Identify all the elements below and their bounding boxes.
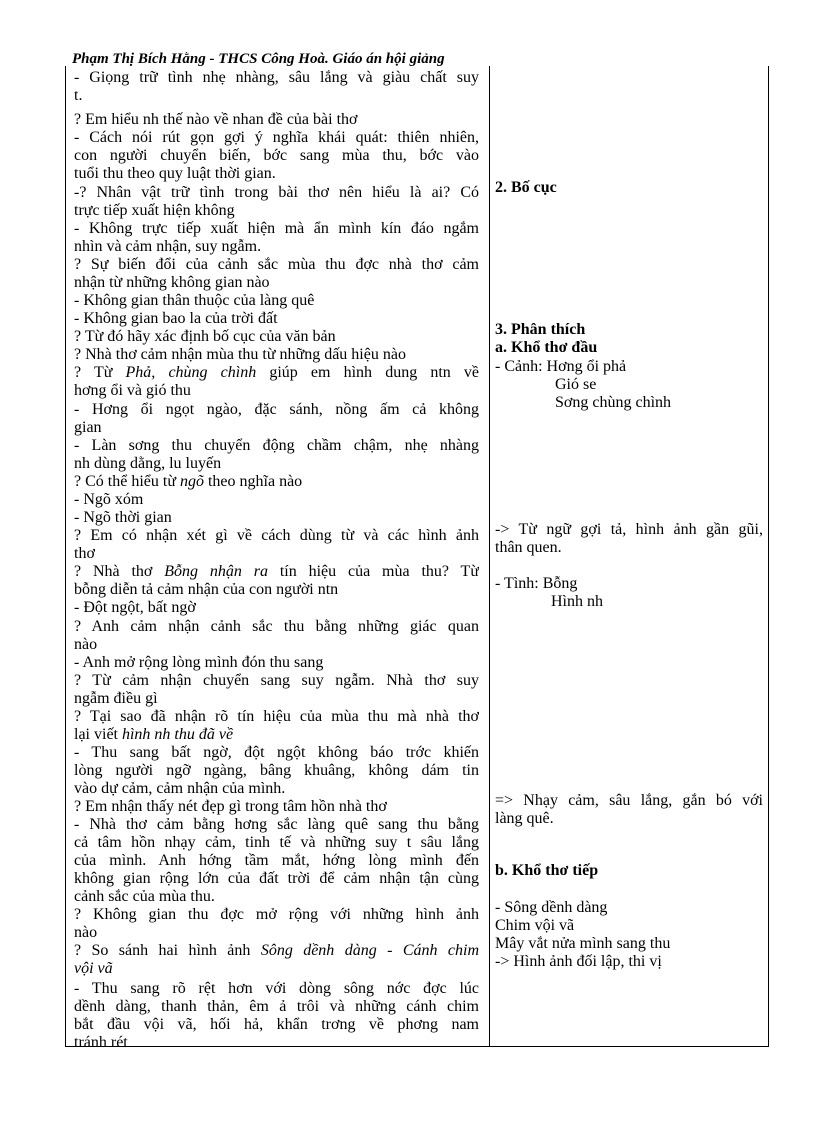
page-header: Phạm Thị Bích Hằng - THCS Công Hoà. Giáo án hội giảng: [72, 51, 445, 67]
activity-line: nào: [74, 636, 98, 653]
content-line: -> Hình ảnh đối lập, thi vị: [495, 953, 662, 970]
activity-line: dềnh dàng, thanh thản, êm ả trôi và những cánh chim: [74, 998, 479, 1015]
activity-line: ? Em hiểu nh thế nào về nhan đề của bài thơ: [74, 111, 358, 128]
activity-line: của mình. Anh hớng tầm mắt, hớng lòng mình đến: [74, 852, 479, 869]
content-line: Chim vội vã: [495, 917, 575, 934]
activity-line: vội vã: [74, 960, 113, 977]
activity-line: tuổi thu theo quy luật thời gian.: [74, 165, 276, 182]
activity-line: ? Nhà thơ cảm nhận mùa thu từ những dấu hiệu nào: [74, 346, 406, 363]
activity-line: cảnh sắc của mùa thu.: [74, 888, 215, 905]
activity-line: - Ngõ thời gian: [74, 509, 172, 526]
activity-line: không gian rộng lớn của đất trời để cảm nhận tận cùng: [74, 870, 479, 887]
content-line: Sơng chùng chình: [555, 394, 672, 411]
activity-line: tránh rét: [74, 1034, 128, 1051]
activity-line: vào dự cảm, cảm nhận của mình.: [74, 780, 286, 797]
activity-line: ? Em nhận thấy nét đẹp gì trong tâm hồn nhà thơ: [74, 798, 387, 815]
lesson-table: [65, 66, 769, 1051]
activity-line: ? Có thể hiểu từ ngõ theo nghĩa nào: [74, 473, 303, 490]
content-line: Hình nh: [551, 593, 603, 610]
activity-line: - Nhà thơ cảm bằng hơng sắc làng quê sang thu bằng: [74, 816, 479, 833]
activity-line: t.: [74, 87, 83, 104]
activity-line: ngẫm điều gì: [74, 690, 158, 707]
column-divider: [489, 66, 490, 1046]
activity-line: cả tâm hồn nhạy cảm, tinh tế và những suy t sâu lắng: [74, 834, 479, 851]
activity-line: ? Anh cảm nhận cảnh sắc thu bằng những giác quan: [74, 618, 479, 635]
content-line: -> Từ ngữ gợi tả, hình ảnh gần gũi,: [495, 521, 763, 538]
activity-line: ? Em có nhận xét gì về cách dùng từ và các hình ảnh: [74, 527, 479, 544]
activity-line: nào: [74, 924, 98, 941]
activity-line: ? So sánh hai hình ảnh Sông dềnh dàng - Cánh chim: [74, 942, 479, 959]
content-line: - Tình: Bỗng: [495, 575, 578, 592]
activity-line: - Thu sang bất ngờ, đột ngột không báo trớc khiến: [74, 744, 479, 761]
activity-line: - Ngõ xóm: [74, 491, 144, 508]
activity-line: thơ: [74, 545, 95, 562]
activity-line: - Anh mở rộng lòng mình đón thu sang: [74, 654, 324, 671]
activity-line: ? Từ đó hãy xác định bố cục của văn bản: [74, 328, 336, 345]
activity-line: lại viết hình nh thu đã về: [74, 726, 234, 743]
activity-line: lòng người ngỡ ngàng, bâng khuâng, không dám tin: [74, 762, 479, 779]
activity-line: ? Không gian thu đợc mở rộng với những hình ảnh: [74, 906, 479, 923]
activity-line: ? Sự biến đổi của cảnh sắc mùa thu đợc nhà thơ cảm: [74, 256, 479, 273]
activity-line: con người chuyển biến, bớc sang mùa thu, bớc vào: [74, 147, 479, 164]
activity-line: ? Tại sao đã nhận rõ tín hiệu của mùa thu mà nhà thơ: [74, 708, 479, 725]
activity-line: hơng ổi và gió thu: [74, 382, 191, 399]
content-line: thân quen.: [495, 539, 562, 556]
activity-line: gian: [74, 419, 102, 436]
activity-line: ? Từ cảm nhận chuyển sang suy ngẫm. Nhà thơ suy: [74, 672, 479, 689]
activity-line: - Đột ngột, bất ngờ: [74, 599, 196, 616]
activity-line: bỗng diễn tả cảm nhận của con người ntn: [74, 581, 339, 598]
activity-line: ? Nhà thơ Bỗng nhận ra tín hiệu của mùa thu? Từ: [74, 563, 479, 580]
activity-line: -? Nhân vật trữ tình trong bài thơ nên hiểu là ai? Có: [74, 184, 479, 201]
activity-line: - Không trực tiếp xuất hiện mà ẩn mình kín đáo ngắm: [74, 220, 479, 237]
content-line: Mây vắt nửa mình sang thu: [495, 935, 671, 952]
activity-line: - Cách nói rút gọn gợi ý nghĩa khái quát: thiên nhiên,: [74, 129, 479, 146]
activity-line: - Không gian bao la của trời đất: [74, 310, 278, 327]
activity-line: - Hơng ổi ngọt ngào, đặc sánh, nồng ấm cả không: [74, 401, 479, 418]
content-line: làng quê.: [495, 810, 554, 827]
activity-line: ? Từ Phả, chùng chình giúp em hình dung ntn về: [74, 364, 479, 381]
activity-line: - Làn sơng thu chuyển động chầm chậm, nhẹ nhàng: [74, 437, 479, 454]
content-line: b. Khổ thơ tiếp: [495, 862, 599, 879]
content-line: => Nhạy cảm, sâu lắng, gắn bó với: [495, 792, 763, 809]
content-line: a. Khổ thơ đầu: [495, 339, 598, 356]
activity-line: trực tiếp xuất hiện không: [74, 202, 235, 219]
content-line: 3. Phân thích: [495, 321, 586, 338]
content-line: 2. Bố cục: [495, 179, 557, 196]
activity-line: - Thu sang rõ rệt hơn với dòng sông nớc đợc lúc: [74, 980, 479, 997]
activity-line: bắt đầu vội vã, hối hả, khẩn trơng về phơng nam: [74, 1016, 479, 1033]
content-line: - Cảnh: Hơng ổi phả: [495, 358, 627, 375]
activity-line: nhận từ những không gian nào: [74, 274, 270, 291]
content-line: - Sông dềnh dàng: [495, 899, 608, 916]
activity-line: - Không gian thân thuộc của làng quê: [74, 292, 315, 309]
activity-line: nh dùng dằng, lu luyến: [74, 455, 222, 472]
activity-line: - Giọng trữ tình nhẹ nhàng, sâu lắng và giàu chất suy: [74, 69, 479, 86]
activity-line: nhìn và cảm nhận, suy ngẫm.: [74, 238, 262, 255]
content-line: Gió se: [555, 376, 597, 393]
